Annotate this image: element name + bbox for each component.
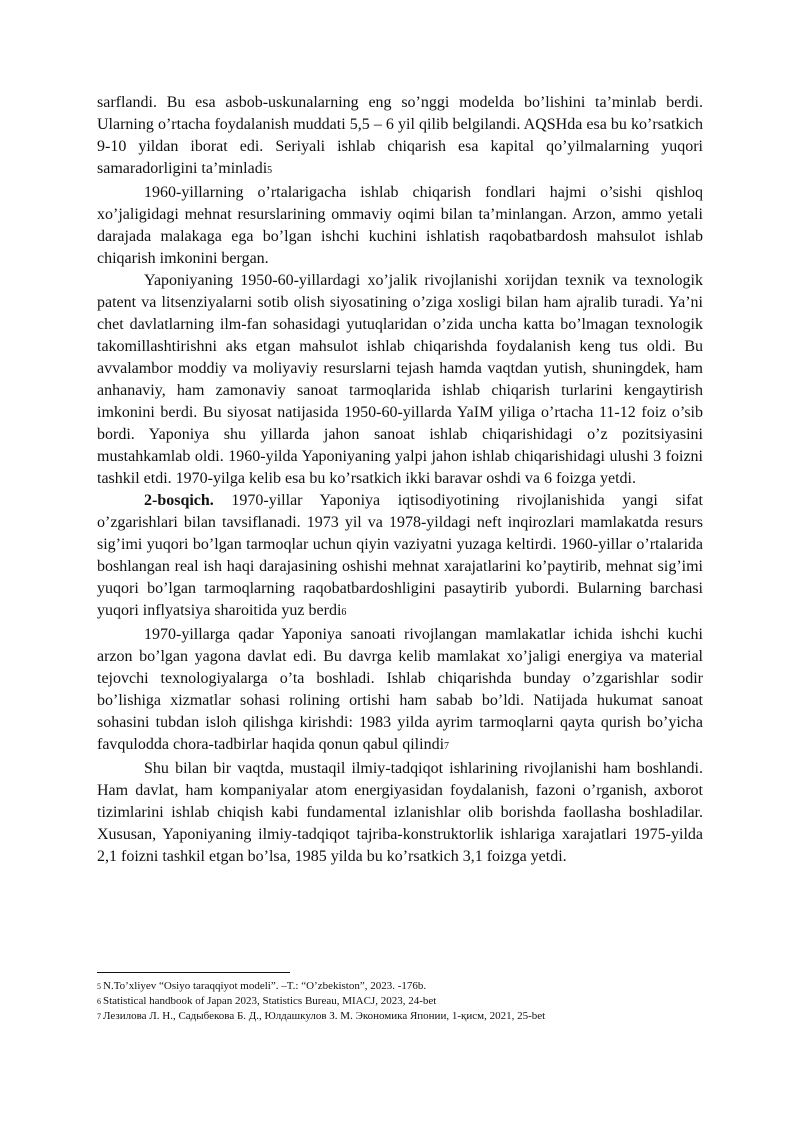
paragraph-text: 1970-yillarga qadar Yaponiya sanoati rivojlangan mamlakatlar ichida ishchi kuchi arzon bo’lgan yagona davlat edi. Bu davrga kelib mamlakat xo’jaligi energiya va material tejovchi texnologiyalarga o’ta boshladi. Ishlab chiqarishda bunday o’zgarishlar sodir bo’lishiga xizmatlar sohasi rolining ortishi ham sabab bo’ldi. Natijada hukumat sanoat sohasini tubdan isloh qilishga kirishdi: 1983 yilda ayrim tarmoqlarni qayta qurish bo’yicha favqulodda chora-tadbirlar haqida qonun qabul qilindi xyxy=(97,626,703,753)
footnote-ref-7[interactable]: 7 xyxy=(444,741,450,752)
footnote-number: 7 xyxy=(97,1012,101,1021)
paragraph-6 xyxy=(97,758,703,868)
footnote-5 xyxy=(97,979,717,994)
paragraph-text: 1960-yillarning o’rtalarigacha ishlab chiqarish fondlari hajmi o’sishi qishloq xo’jaligidagi mehnat resurslarining ommaviy oqimi bilan ta’minlangan. Arzon, ammo yetali darajada malakaga ega bo’lgan ishchi kuchini ishlatish raqobatbardosh mahsulot ishlab chiqarish imkonini bergan. xyxy=(97,184,703,267)
footnote-separator xyxy=(97,972,290,973)
footnote-number: 5 xyxy=(97,982,101,991)
paragraph-text: 1970-yillar Yaponiya iqtisodiyotining rivojlanishida yangi sifat o’zgarishlari bilan tavsiflanadi. 1973 yil va 1978-yildagi neft inqirozlari mamlakatda resurs sig’imi yuqori bo’lgan tarmoqlar uchun qiyin vaziyatni yuzaga keltirdi. 1960-yillar o’rtalarida boshlangan real ish haqi darajasining oshishi mehnat xarajatlarini ko’paytirib, mehnat sig’imi yuqori bo’lgan tarmoqlarning raqobatbardoshligini pasaytirib yubordi. Bularning barchasi yuqori inflyatsiya sharoitida yuz berdi xyxy=(97,492,703,619)
paragraph-4 xyxy=(97,490,703,624)
document-body xyxy=(97,92,703,868)
paragraph-text: Yaponiyaning 1950-60-yillardagi xo’jalik rivojlanishi xorijdan texnik va texnologik patent va litsenziyalarni sotib olish siyosatining o’ziga xosligi bilan ham ajralib turadi. Ya’ni chet davlatlarning ilm-fan sohasidagi yutuqlaridan o’zida uncha katta bo’lmagan texnologik takomillashtirishni aks etgan mahsulot ishlab chiqarishda foydalanish keng tus oldi. Bu avvalambor moddiy va moliyaviy resurslarni tejash hamda vaqtdan yutish, shuningdek, ham anhanaviy, ham zamonaviy sanoat tarmoqlarida ishlab chiqarish turlarini kengaytirish imkonini berdi. Bu siyosat natijasida 1950-60-yillarda YaIM yiliga o’rtacha 11-12 foiz o’sib bordi. Yaponiya shu yillarda jahon sanoat ishlab chiqarishidagi o’z pozitsiyasini mustahkamlab oldi. 1960-yilda Yaponiyaning yalpi jahon ishlab chiqarishidagi ulushi 3 foizni tashkil etdi. 1970-yilga kelib esa bu ko’rsatkich ikki baravar oshdi va 6 foizga yetdi. xyxy=(97,272,703,487)
footnote-6 xyxy=(97,994,717,1009)
footnote-ref-6[interactable]: 6 xyxy=(341,607,347,618)
footnote-number: 6 xyxy=(97,997,101,1006)
stage-heading: 2-bosqich. xyxy=(144,492,214,509)
footnote-text: N.To’xliyev “Osiyo taraqqiyot modeli”. –T.: “O’zbekiston”, 2023. -176b. xyxy=(103,980,427,992)
paragraph-text: Shu bilan bir vaqtda, mustaqil ilmiy-tadqiqot ishlarining rivojlanishi ham boshlandi. Ham davlat, ham kompaniyalar atom energiyasidan foydalanish, fazoni o’rganish, axborot tizimlarini ishlab chiqish kabi fundamental izlanishlar olib borishda faollasha boshladilar. Xususan, Yaponiyaning ilmiy-tadqiqot tajriba-konstruktorlik ishlariga xarajatlari 1975-yilda 2,1 foizni tashkil etgan bo’lsa, 1985 yilda bu ko’rsatkich 3,1 foizga yetdi. xyxy=(97,760,703,865)
paragraph-1 xyxy=(97,92,703,182)
footnote-7 xyxy=(97,1009,717,1024)
footnotes xyxy=(97,979,717,1024)
footnote-text: Statistical handbook of Japan 2023, Statistics Bureau, MIACJ, 2023, 24-bet xyxy=(103,995,437,1007)
footnote-ref-5[interactable]: 5 xyxy=(267,165,273,176)
paragraph-text: sarflandi. Bu esa asbob-uskunalarning eng so’nggi modelda bo’lishini ta’minlab berdi. Ularning o’rtacha foydalanish muddati 5,5 – 6 yil qilib belgilandi. AQSHda esa bu ko’rsatkich 9-10 yildan iborat edi. Seriyali ishlab chiqarish esa kapital qo’yilmalarning yuqori samaradorligini ta’minladi xyxy=(97,94,703,177)
paragraph-3 xyxy=(97,270,703,490)
paragraph-2 xyxy=(97,182,703,270)
paragraph-5 xyxy=(97,624,703,758)
footnote-text: Лезилова Л. Н., Садыбекова Б. Д., Юлдашкулов З. М. Экономика Японии, 1-қисм, 2021, 25-bet xyxy=(103,1010,546,1022)
